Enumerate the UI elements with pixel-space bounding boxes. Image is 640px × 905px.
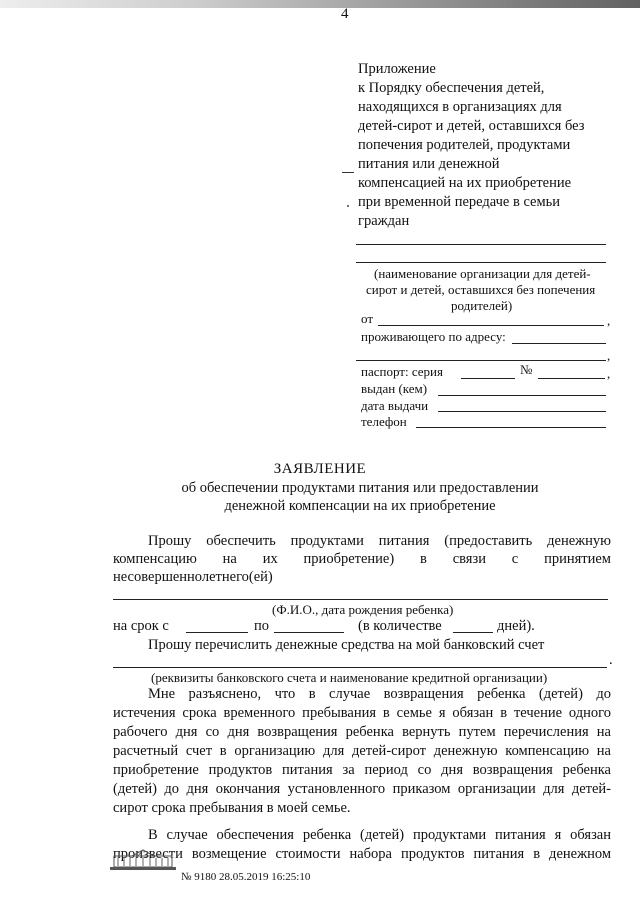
child-caption: (Ф.И.О., дата рождения ребенка) [272, 602, 454, 617]
statement-subtitle: денежной компенсации на их приобретение [224, 498, 496, 514]
statement-title: ЗАЯВЛЕНИЕ [273, 461, 367, 477]
passport-series-line [461, 378, 515, 379]
address-line-1 [512, 343, 606, 344]
term-days-line [453, 632, 493, 633]
phone-label: телефон [361, 414, 407, 429]
issue-date-line [438, 411, 606, 412]
address-line-2 [356, 360, 606, 361]
body-text-line: компенсацию на их приобретение) в связи с принятием [113, 551, 611, 567]
from-label: от [361, 311, 374, 326]
appendix-line: к Порядку обеспечения детей, [358, 80, 545, 96]
body-text-line: (детей) до дня окончания установленного приказом организации для детей- [113, 781, 611, 797]
body-text-line: В случае обеспечения ребенка (детей) продуктами питания я обязан [148, 827, 611, 843]
issued-label: выдан (кем) [361, 381, 428, 396]
scan-top-edge [0, 0, 640, 8]
passport-label: паспорт: серия [361, 364, 443, 379]
term-from-label: на срок с [113, 618, 169, 634]
appendix-line: граждан [358, 213, 410, 229]
org-caption-line: (наименование организации для детей- [374, 266, 591, 281]
body-text-line: приобретение продуктов питания за период со дня возвращения ребенка [113, 762, 611, 778]
appendix-line: Приложение [358, 61, 436, 77]
org-name-line-1 [356, 244, 606, 245]
address-label: проживающего по адресу: [361, 329, 506, 344]
body-text-line: сирот срока пребывания в моей семье. [113, 800, 351, 816]
appendix-line: компенсацией на их приобретение [358, 175, 572, 191]
page-number: 4 [341, 6, 349, 22]
body-text-line: рабочего дня со дня возвращения ребенка вернуть путем перечисления на [113, 724, 611, 740]
body-text-line: расчетный счет в организацию для детей-сирот денежную компенсацию на [113, 743, 611, 759]
comma: , [607, 313, 611, 328]
comma: , [607, 366, 611, 381]
body-text-line: Прошу обеспечить продуктами питания (предоставить денежную [148, 533, 611, 549]
appendix-line: находящихся в организациях для [358, 99, 562, 115]
body-text-line: истечения срока временного пребывания в семье я обязан в течение одного [113, 705, 611, 721]
registry-building-icon [108, 848, 178, 877]
number-sign: № [520, 362, 533, 377]
appendix-line: при временной передаче в семьи [358, 194, 561, 210]
body-text-line: Прошу перечислить денежные средства на мой банковский счет [148, 637, 545, 653]
body-text-line: Мне разъяснено, что в случае возвращения ребенка (детей) до [148, 686, 611, 702]
term-to-line [274, 632, 344, 633]
body-text-line: произвести возмещение стоимости набора продуктов питания в денежном [113, 846, 611, 862]
scan-mark [342, 172, 354, 173]
term-to-label: по [254, 618, 270, 634]
bank-details-line [113, 667, 607, 668]
passport-number-line [538, 378, 605, 379]
term-from-line [186, 632, 248, 633]
phone-line [416, 427, 606, 428]
comma: , [607, 348, 611, 363]
org-caption-line: сирот и детей, оставшихся без попечения [366, 282, 596, 297]
from-line [378, 325, 604, 326]
issue-date-label: дата выдачи [361, 398, 429, 413]
org-name-line-2 [356, 262, 606, 263]
term-days-label: дней). [497, 618, 535, 634]
org-caption-line: родителей) [451, 298, 513, 313]
appendix-line: питания или денежной [358, 156, 500, 172]
period: . [609, 652, 613, 668]
appendix-line: попечения родителей, продуктами [358, 137, 571, 153]
registry-stamp-text: № 9180 28.05.2019 16:25:10 [181, 871, 311, 883]
term-count-label: (в количестве [358, 618, 442, 634]
scan-dot [347, 205, 349, 207]
appendix-line: детей-сирот и детей, оставшихся без [358, 118, 585, 134]
bank-caption: (реквизиты банковского счета и наименование кредитной организации) [151, 670, 548, 685]
statement-subtitle: об обеспечении продуктами питания или предоставлении [181, 480, 539, 496]
body-text-line: несовершеннолетнего(ей) [113, 569, 273, 585]
child-info-line [113, 599, 608, 600]
issued-line [438, 395, 606, 396]
